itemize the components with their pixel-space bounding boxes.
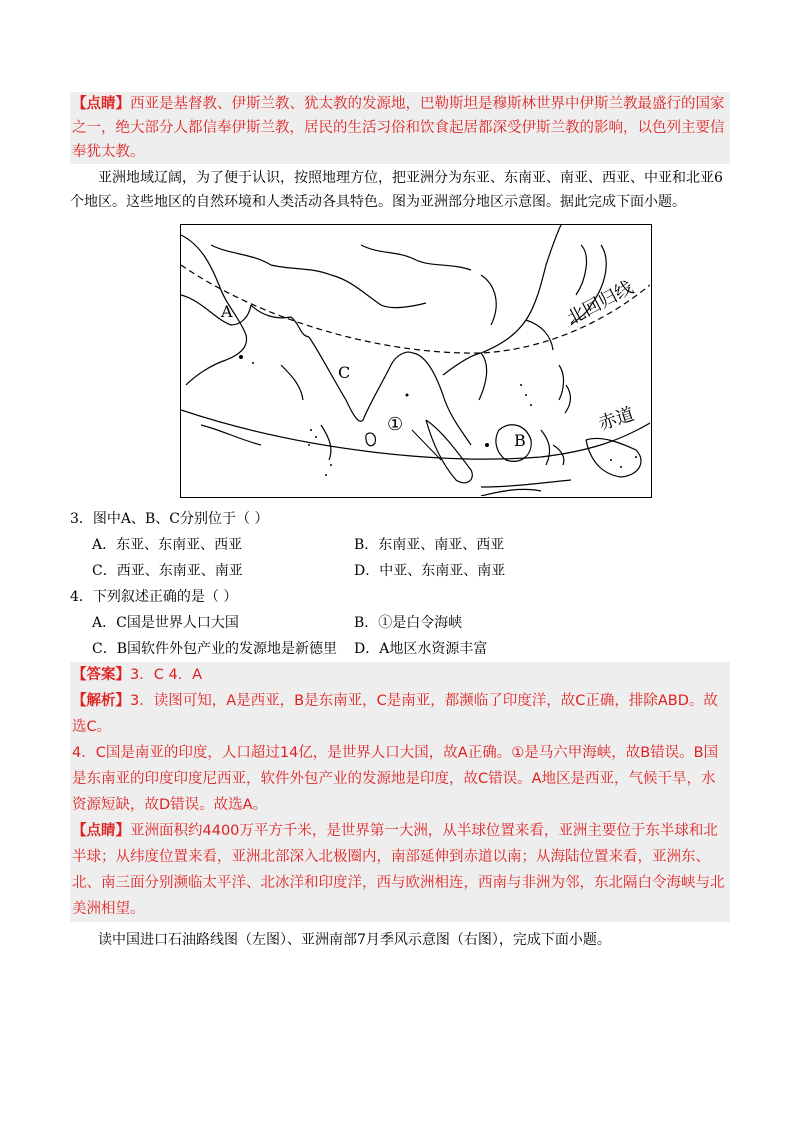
note-block-2 (72, 818, 728, 922)
q4-option-b: B．①是白令海峡 (354, 615, 463, 631)
q3-option-b: B．东南亚、南亚、西亚 (354, 537, 505, 553)
tropic-label: 北回归线 (563, 277, 637, 330)
analysis-text-1: 3．读图可知，A是西亚，B是东南亚，C是南亚，都濒临了印度洋，故C正确，排除ABD。故选C。 (72, 693, 718, 735)
note-2-text: 亚洲面积约4400万平方千米，是世界第一大洲，从半球位置来看，亚洲主要位于东半球和北半球；从纬度位置来看，亚洲北部深入北极圈内，南部延伸到赤道以南；从海陆位置来看，亚洲东、北、南三面分别濒临太平洋、北冰洋和印度洋，西与欧洲相连，西南与非洲为邻，东北隔白令海峡与北美洲相望。 (72, 823, 725, 917)
q4-option-c: C．B国软件外包产业的发源地是新德里 (92, 641, 337, 657)
label-a: A (221, 302, 233, 321)
answer-block (70, 662, 730, 922)
question-3-options (70, 532, 730, 584)
analysis-line-1 (72, 688, 728, 740)
answer-line (72, 662, 728, 688)
label-c: C (338, 363, 351, 382)
answer-tag: 【答案】 (72, 667, 130, 683)
question-3-stem: 3．图中A、B、C分别位于（ ） (70, 511, 269, 527)
map-drawing (181, 225, 650, 496)
question-4-options (70, 610, 730, 662)
label-b: B (514, 431, 526, 450)
q3-option-c: C．西亚、东南亚、南亚 (92, 563, 243, 579)
q4-option-a: A．C国是世界人口大国 (92, 615, 239, 631)
q3-option-d: D．中亚、东南亚、南亚 (354, 563, 506, 579)
q3-option-a: A．东亚、东南亚、西亚 (92, 537, 243, 553)
page-content (70, 92, 730, 954)
note-text: 西亚是基督教、伊斯兰教、犹太教的发源地，巴勒斯坦是穆斯林世界中伊斯兰教最盛行的国家之一，绝大部分人都信奉伊斯兰教，居民的生活习俗和饮食起居都深受伊斯兰教的影响，以色列主要信奉犹太教。 (72, 96, 725, 160)
q4-option-d: D．A地区水资源丰富 (354, 641, 488, 657)
analysis-tag: 【解析】 (72, 693, 130, 709)
intro-paragraph: 亚洲地域辽阔，为了便于认识，按照地理方位，把亚洲分为东亚、东南亚、南亚、西亚、中亚和北亚6个地区。这些地区的自然环境和人类活动各具特色。图为亚洲部分地区示意图。据此完成下面小题。 (70, 170, 723, 210)
note-2-tag: 【点睛】 (72, 823, 130, 839)
analysis-text-2: 4．C国是南亚的印度，人口超过14亿，是世界人口大国，故A正确。①是马六甲海峡，故B错误。B国是东南亚的印度印度尼西亚，软件外包产业的发源地是印度，故C错误。A地区是西亚，气候干旱，水资源短缺，故D错误。故选A。 (72, 745, 719, 813)
asia-map (180, 224, 652, 498)
outro-paragraph: 读中国进口石油路线图（左图）、亚洲南部7月季风示意图（右图），完成下面小题。 (98, 932, 611, 948)
equator-label: 赤道 (596, 403, 637, 435)
note-block-1 (70, 92, 730, 164)
question-4-stem: 4．下列叙述正确的是（ ） (70, 589, 238, 605)
note-tag: 【点睛】 (72, 96, 130, 112)
answer-text: 3．C 4．A (130, 667, 203, 683)
label-strait-1: ① (387, 414, 404, 435)
